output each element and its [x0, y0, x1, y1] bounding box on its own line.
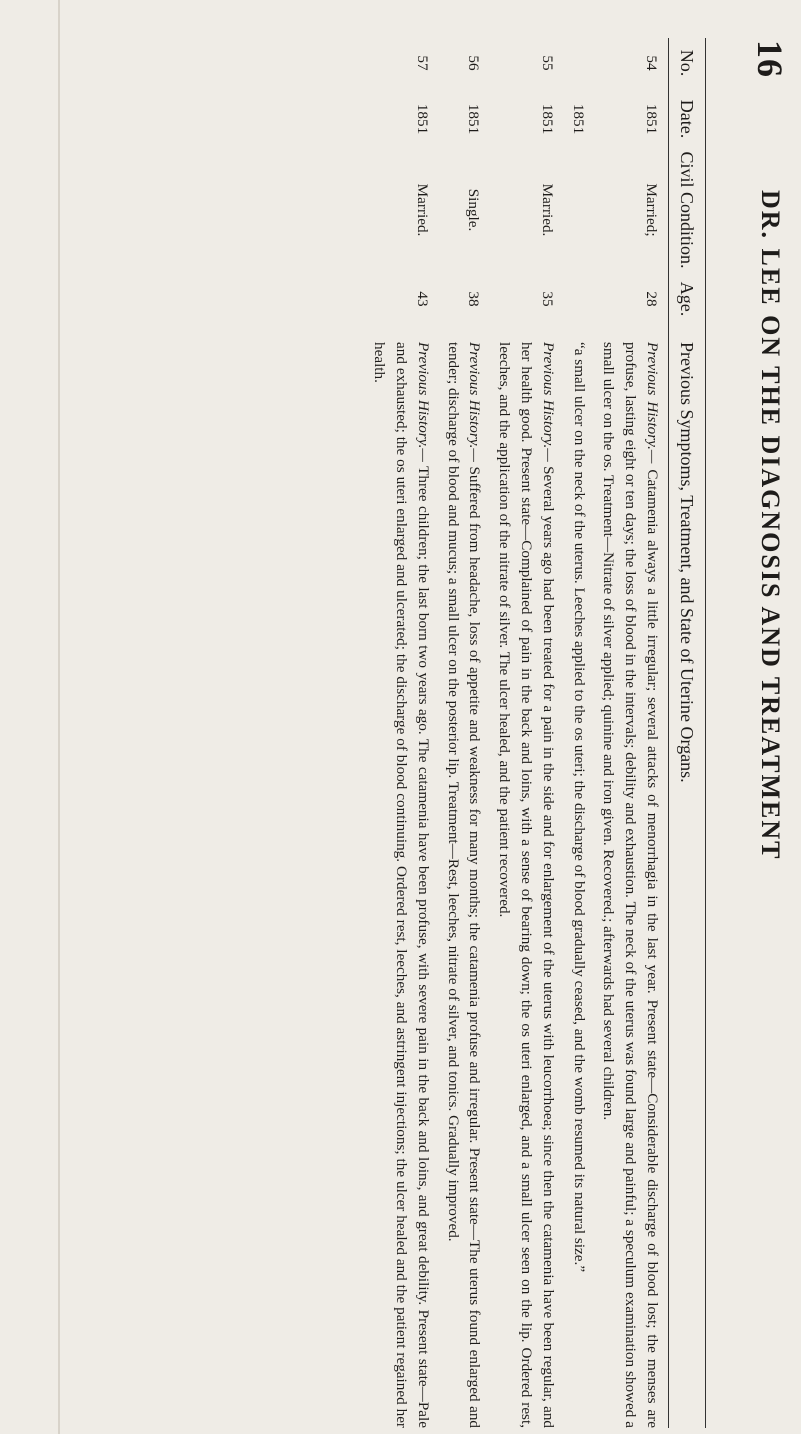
- case-date: 1851: [643, 103, 660, 135]
- case-text: Several years ago had been treated for a pain in the side and for enlargement of the uterus with leucorrhoea; since then the catamenia have been regular, and her health good. Present state—Complained of pain in the back and loins, with a sense of bearing down; the os uteri enlarged, and a small ulcer seen on the lip. Ordered rest, leeches, and the application of the nitrate of silver. The ulcer healed, and the patient recovered.: [496, 342, 557, 1429]
- case-age: [589, 270, 590, 328]
- case-age: 43: [413, 291, 431, 307]
- case-text: Three children; the last born two years ago. The catamenia have been profuse, with severe pain in the back and loins, and great debility. Present state—Pale and exhausted; the os uteri enlarged and ulcerated; the discharge of blood continuing. Ordered rest, leeches, and astringent injections; the ulcer healed and the patient regained her health.: [371, 342, 432, 1428]
- case-date: 1851: [413, 103, 431, 135]
- case-civil-condition: [589, 150, 590, 270]
- case-age: 28: [643, 291, 660, 307]
- case-text: Catamenia always a little irregular; several attacks of menorrhagia in the last year. Present state—Considerable discharge of blood lost; the menses are profuse, lasting eight or ten days; the loss of blood in the intervals; debility and exhaustion. The neck of the uterus was found large and painful; a speculum examination showed a small ulcer on the os. Treatment—Nitrate of silver applied; quinine and iron given. Recovered.: [600, 342, 661, 1429]
- page-number: 16: [750, 40, 790, 78]
- case-text: Suffered from headache, loss of appetite and weakness for many months; the catamenia profuse and irregular. Present state—The uterus found enlarged and tender; discharge of blood and mucus; a small ulcer on the posterior lip. Treatment—Rest, leeches, nitrate of silver, and tonics. Gradually improved.: [444, 342, 484, 1429]
- case-number: 56: [465, 55, 483, 71]
- case-row: [493, 38, 558, 1428]
- case-history-label: Previous History.—: [644, 342, 661, 464]
- case-extra-text: ; afterwards had several children.: [600, 918, 618, 1121]
- running-head: [731, 0, 791, 1434]
- case-row: [368, 38, 433, 1428]
- case-history-label: Previous History.—: [539, 342, 557, 462]
- header-civil-condition: Civil Condition.: [677, 151, 698, 269]
- case-age: 35: [538, 291, 556, 307]
- case-row: [442, 38, 486, 1428]
- case-number: [589, 38, 590, 88]
- case-number: 54: [643, 55, 660, 71]
- case-civil-condition: Single.: [465, 188, 483, 232]
- case-civil-condition: Married.: [538, 183, 556, 237]
- case-row: [567, 38, 590, 1428]
- case-description: “a small ulcer on the neck of the uterus. Leeches applied to the os uteri; the discharge of blood gradually ceased, and the womb resumed its natural size.”: [570, 342, 588, 1273]
- running-title: DR. LEE ON THE DIAGNOSIS AND TREATMENT: [756, 190, 785, 861]
- case-history-label: Previous History.—: [466, 342, 484, 462]
- header-description: Previous Symptoms, Treatment, and State of Uterine Organs.: [677, 342, 698, 783]
- case-date: 1851: [538, 103, 556, 135]
- header-no: No.: [677, 49, 698, 77]
- case-number: 57: [413, 55, 431, 71]
- case-description: [493, 328, 558, 1428]
- case-row: [598, 38, 663, 1428]
- header-age: Age.: [677, 281, 698, 317]
- case-rows: [368, 38, 663, 1428]
- header-date: Date.: [677, 99, 698, 139]
- table-header: [668, 38, 706, 1428]
- case-age: 38: [465, 291, 483, 307]
- case-description: [368, 328, 433, 1428]
- case-history-label: Previous History.—: [414, 342, 432, 462]
- case-number: 55: [538, 55, 556, 71]
- case-date: 1851: [465, 103, 483, 135]
- case-date: 1851: [569, 103, 587, 135]
- case-description: [442, 328, 486, 1428]
- case-description: [598, 328, 663, 1428]
- case-civil-condition: Married.: [413, 183, 431, 237]
- case-civil-condition: Married;: [643, 183, 660, 237]
